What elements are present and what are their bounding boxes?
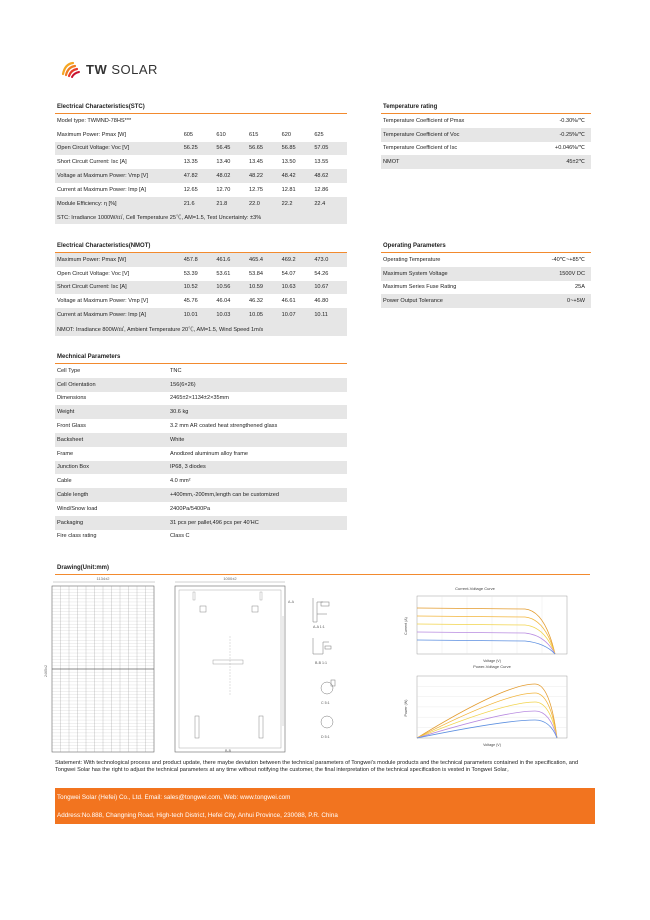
temperature-row — [381, 142, 591, 156]
aa-marker: A-A — [288, 600, 294, 604]
stc-row-value: 22.4 — [314, 200, 326, 207]
nmot-row-value: 10.56 — [216, 284, 231, 291]
iv-chart-title: Current-Voltage Curve — [455, 586, 495, 591]
temperature-row-label: Temperature Coefficient of Voc — [383, 131, 460, 138]
nmot-row-label: Open Circuit Voltage: Voc [V] — [57, 270, 130, 277]
stc-row-value: 21.6 — [183, 200, 195, 207]
operating-row — [381, 281, 591, 295]
nmot-table — [55, 240, 347, 336]
operating-row-label: Maximum Series Fuse Rating — [383, 284, 457, 291]
nmot-row-value: 10.67 — [314, 284, 329, 291]
nmot-row-value: 54.07 — [281, 270, 296, 277]
operating-row — [381, 294, 591, 308]
mechanical-row-value: 2400Pa/5400Pa — [170, 505, 211, 512]
footer-address: Address:No.888, Changning Road, High-tech District, Hefei City, Anhui Province, 230088, P.R. China — [55, 806, 595, 824]
stc-row-value: 625 — [314, 131, 324, 138]
nmot-row — [55, 308, 347, 322]
mechanical-row — [55, 364, 347, 378]
mechanical-row-value: 4.0 mm² — [170, 478, 191, 485]
iv-curve-line — [417, 640, 555, 654]
mechanical-row-value: 31 pcs per pallet,496 pcs per 40'HC — [170, 519, 259, 526]
mechanical-row — [55, 461, 347, 475]
mechanical-row — [55, 516, 347, 530]
mechanical-row-label: Cell Type — [57, 367, 81, 374]
disclaimer-statement: Statement: With technological process and product update, there maybe deviation between the technical parameters of Tongwei's module products and the technical parameters contained in the specification, and Tongwei Solar has the right to adjust the technical parameters at any time without notifying the customer, the final interpretation of the technical specification is vested in Tongwei Solar。 — [55, 760, 579, 774]
brand-name — [86, 62, 158, 77]
brand-name-rest: SOLAR — [107, 61, 158, 77]
temperature-row — [381, 114, 591, 128]
mechanical-row-value: +400mm,-200mm,length can be customized — [170, 492, 279, 499]
back-view-drawing — [175, 576, 295, 753]
nmot-row-value: 46.04 — [216, 298, 231, 305]
temperature-row-value: 45±2℃ — [566, 159, 585, 166]
mechanical-row-label: Weight — [57, 409, 75, 416]
stc-row-value: 605 — [183, 131, 194, 138]
brand-logo — [60, 60, 158, 78]
mechanical-row — [55, 419, 347, 433]
nmot-row-value: 465.4 — [249, 256, 263, 263]
nmot-title: Electrical Characteristics(NMOT) — [55, 240, 347, 253]
mechanical-row-value: 30.6 kg — [170, 409, 189, 416]
mechanical-row — [55, 392, 347, 406]
mechanical-parameters-table — [55, 351, 347, 543]
stc-row-value: 615 — [249, 131, 259, 138]
mechanical-row-value: 3.2 mm AR coated heat strengthened glass — [170, 423, 278, 430]
operating-row-label: Operating Temperature — [383, 256, 441, 263]
stc-note: STC: Irradiance 1000W/㎡, Cell Temperature 25℃, AM=1.5, Test Uncertainty: ±3% — [55, 211, 347, 225]
mechanical-row — [55, 502, 347, 516]
operating-row — [381, 253, 591, 267]
mechanical-row-label: Packaging — [57, 519, 84, 526]
mechanical-row-label: Cable — [57, 478, 72, 485]
mechanical-row-value: White — [170, 436, 185, 443]
operating-row-label: Maximum System Voltage — [383, 270, 448, 277]
nmot-row-value: 53.61 — [216, 270, 231, 277]
pv-chart-title: Power-Voltage Curve — [473, 664, 511, 669]
operating-row-label: Power Output Tolerance — [383, 298, 443, 305]
footer-contact: Tongwei Solar (Hefei) Co., Ltd. Email: sales@tongwei.com, Web: www.tongwei.com — [55, 788, 595, 806]
stc-row — [55, 142, 347, 156]
nmot-row — [55, 281, 347, 295]
temperature-row-label: NMOT — [383, 159, 400, 166]
mechanical-row-label: Junction Box — [57, 464, 90, 471]
nmot-row-value: 46.80 — [314, 298, 329, 305]
back-frame-dim: 1000±2 — [223, 576, 237, 581]
pv-curve-chart — [404, 664, 567, 747]
operating-row-value: 0~+5W — [566, 298, 585, 305]
iv-curve-chart — [404, 586, 567, 663]
mechanical-row-value: 156(6×26) — [170, 381, 196, 388]
stc-row-value: 12.86 — [314, 186, 329, 193]
section-bb-label: B-B 1:1 — [315, 661, 327, 665]
temperature-row — [381, 155, 591, 169]
stc-row-value: 13.40 — [216, 159, 231, 166]
temperature-rating-table — [381, 101, 591, 169]
stc-row — [55, 128, 347, 142]
nmot-row-value: 10.03 — [216, 312, 231, 319]
stc-row-label: Current at Maximum Power: Imp [A] — [57, 186, 146, 193]
nmot-row-value: 469.2 — [281, 256, 296, 263]
temperature-row-value: -0.25%/℃ — [559, 131, 585, 138]
nmot-row-value: 46.32 — [249, 298, 263, 305]
stc-row-value: 12.65 — [183, 186, 198, 193]
mechanical-row-label: Fire class rating — [57, 533, 97, 540]
mechanical-row-label: Wind/Snow load — [57, 505, 98, 512]
stc-row-value: 21.8 — [216, 200, 228, 207]
stc-title: Electrical Characteristics(STC) — [55, 101, 347, 114]
mechanical-row-label: Backsheet — [57, 436, 84, 443]
stc-row-label: Module Efficiency: η [%] — [57, 200, 117, 207]
stc-row-value: 57.05 — [314, 145, 329, 152]
module-drawing — [44, 576, 595, 756]
operating-parameters-table — [381, 240, 591, 308]
nmot-row-value: 45.76 — [183, 298, 198, 305]
mechanical-row-label: Front Glass — [57, 423, 86, 430]
stc-row-value: 12.70 — [216, 186, 231, 193]
mechanical-row — [55, 530, 347, 544]
nmot-note: NMOT: Irradiance 800W/㎡, Ambient Temperature 20℃, AM=1.5, Wind Speed 1m/s — [55, 322, 347, 336]
stc-row-value: 13.45 — [249, 159, 263, 166]
mechanical-row-label: Cable length — [57, 492, 89, 499]
stc-row — [55, 197, 347, 211]
mechanical-row-label: Frame — [57, 450, 74, 457]
stc-row-label: Maximum Power: Pmax [W] — [57, 131, 126, 138]
stc-row — [55, 183, 347, 197]
pv-curve-line — [417, 693, 557, 738]
front-view-drawing — [44, 576, 155, 752]
iv-curve-line — [417, 608, 555, 654]
brand-name-bold: TW — [86, 61, 108, 77]
nmot-row-value: 461.6 — [216, 256, 231, 263]
mechanical-parameters-title: Mechnical Parameters — [55, 351, 347, 364]
stc-table — [55, 101, 347, 224]
nmot-row — [55, 253, 347, 267]
nmot-row-label: Current at Maximum Power: Imp [A] — [57, 312, 146, 319]
operating-row-value: 1500V DC — [559, 270, 585, 277]
drawing-title: Drawing(Unit:mm) — [55, 562, 590, 575]
mechanical-row — [55, 433, 347, 447]
nmot-row-value: 53.39 — [183, 270, 198, 277]
temperature-row-value: +0.046%/℃ — [554, 145, 585, 152]
stc-row-value: 56.85 — [281, 145, 296, 152]
operating-row-value: -40℃~+85℃ — [551, 256, 585, 263]
stc-row-value: 22.2 — [281, 200, 293, 207]
iv-curve-line — [417, 624, 555, 654]
temperature-row-label: Temperature Coefficient of Isc — [383, 145, 458, 152]
nmot-row-label: Maximum Power: Pmax [W] — [57, 256, 126, 263]
nmot-row-value: 46.61 — [281, 298, 296, 305]
nmot-row — [55, 267, 347, 281]
stc-row-value: 48.22 — [249, 173, 263, 180]
mechanical-row-value: 2465±2×1134±2×35mm — [170, 395, 229, 402]
nmot-row-value: 457.8 — [183, 256, 198, 263]
section-views-drawing — [313, 598, 335, 739]
mechanical-row-value: Class C — [170, 533, 190, 540]
mechanical-row-value: Anodized aluminum alloy frame — [170, 450, 249, 457]
nmot-row-value: 473.0 — [314, 256, 329, 263]
nmot-row-value: 53.84 — [249, 270, 263, 277]
pv-curve-line — [417, 720, 557, 738]
stc-row — [55, 169, 347, 183]
stc-model-type-row — [55, 114, 347, 128]
nmot-row — [55, 294, 347, 308]
temperature-row-value: -0.30%/℃ — [559, 117, 585, 124]
stc-row — [55, 155, 347, 169]
stc-row-value: 48.02 — [216, 173, 231, 180]
mechanical-row — [55, 474, 347, 488]
nmot-row-label: Voltage at Maximum Power: Vmp [V] — [57, 298, 149, 305]
stc-row-value: 13.55 — [314, 159, 329, 166]
nmot-row-value: 54.26 — [314, 270, 329, 277]
mechanical-row-label: Dimensions — [57, 395, 87, 402]
stc-row-value: 12.81 — [281, 186, 296, 193]
detail-d-label: D 5:1 — [321, 735, 330, 739]
section-aa-label: A-A 1:1 — [313, 625, 325, 629]
temperature-rating-title: Temperature rating — [381, 101, 591, 114]
stc-row-value: 620 — [281, 131, 291, 138]
stc-row-label: Open Circuit Voltage: Voc [V] — [57, 145, 130, 152]
stc-row-value: 610 — [216, 131, 226, 138]
stc-row-value: 13.35 — [183, 159, 198, 166]
stc-row-value: 48.42 — [281, 173, 296, 180]
mechanical-row-label: Cell Orientation — [57, 381, 96, 388]
mechanical-row-value: TNC — [170, 367, 182, 374]
stc-row-label: Short Circuit Current: Isc [A] — [57, 159, 127, 166]
mechanical-row — [55, 447, 347, 461]
operating-row — [381, 267, 591, 281]
stc-row-value: 12.75 — [249, 186, 263, 193]
stc-model-type: Model type: TWMND-78HS*** — [57, 117, 132, 124]
nmot-row-value: 10.59 — [249, 284, 263, 291]
pv-y-label: Power (W) — [404, 699, 408, 717]
iv-y-label: Current (A) — [404, 617, 408, 635]
nmot-row-value: 10.52 — [183, 284, 198, 291]
bb-marker: B-B — [225, 749, 231, 753]
iv-x-label: Voltage (V) — [483, 659, 501, 663]
stc-row-label: Voltage at Maximum Power: Vmp [V] — [57, 173, 149, 180]
stc-row-value: 56.45 — [216, 145, 231, 152]
nmot-row-value: 10.11 — [314, 312, 328, 319]
stc-row-value: 13.50 — [281, 159, 296, 166]
pv-x-label: Voltage (V) — [483, 743, 501, 747]
detail-c-label: C 5:1 — [321, 701, 330, 705]
temperature-row-label: Temperature Coefficient of Pmax — [383, 117, 465, 124]
stc-row-value: 22.0 — [249, 200, 260, 207]
mechanical-row — [55, 488, 347, 502]
stc-row-value: 47.82 — [183, 173, 198, 180]
mechanical-row-value: IP68, 3 diodes — [170, 464, 206, 471]
sunburst-logo-icon — [60, 60, 82, 78]
nmot-row-value: 10.07 — [281, 312, 296, 319]
nmot-row-value: 10.63 — [281, 284, 296, 291]
stc-row-value: 48.62 — [314, 173, 329, 180]
temperature-row — [381, 128, 591, 142]
nmot-row-value: 10.01 — [183, 312, 198, 319]
mechanical-row — [55, 378, 347, 392]
operating-row-value: 25A — [575, 284, 585, 291]
iv-curve-line — [417, 632, 555, 654]
front-width-dim: 1134±2 — [96, 576, 110, 581]
stc-row-value: 56.65 — [249, 145, 263, 152]
nmot-row-label: Short Circuit Current: Isc [A] — [57, 284, 127, 291]
mechanical-row — [55, 405, 347, 419]
stc-row-value: 56.25 — [183, 145, 198, 152]
operating-parameters-title: Operating Parameters — [381, 240, 591, 253]
front-height-dim: 2465±2 — [44, 665, 48, 677]
nmot-row-value: 10.05 — [249, 312, 263, 319]
